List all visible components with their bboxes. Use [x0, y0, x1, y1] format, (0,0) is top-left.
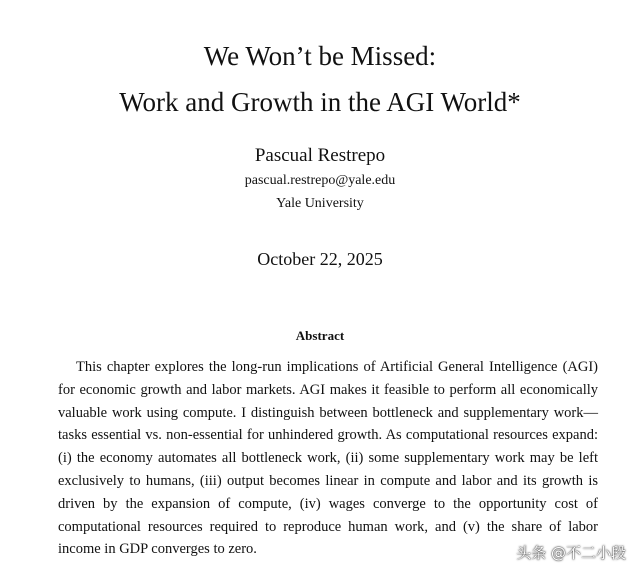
paper-title-line-1: We Won’t be Missed:: [203, 41, 437, 71]
watermark: 头条 @不二小段: [516, 544, 626, 562]
author-name: Pascual Restrepo: [254, 145, 386, 166]
paper-date: October 22, 2025: [257, 249, 383, 269]
author-email: pascual.restrepo@yale.edu: [244, 173, 396, 188]
abstract-body: This chapter explores the long-run implications of Artificial General Intelligence (AGI) for economic growth and labor markets. AGI makes it feasible to perform all economically valuable work using compute. I distinguish between bottleneck and supplementary work—tasks essential vs. non-essential for unhindered growth. As computational resources expand: (i) the economy automates all bottleneck work, (ii) some supplementary work may be left exclusively to humans, (iii) output becomes linear in compute and labor and its growth is driven by the expansion of compute, (iv) wages converge to the opportunity cost of computational resources required to reproduce human work, and (v) the share of labor income in GDP converges to zero.: [58, 359, 598, 558]
abstract-heading: Abstract: [295, 328, 345, 343]
author-affiliation: Yale University: [276, 196, 364, 211]
paper-title-line-2: Work and Growth in the AGI World*: [119, 87, 521, 117]
